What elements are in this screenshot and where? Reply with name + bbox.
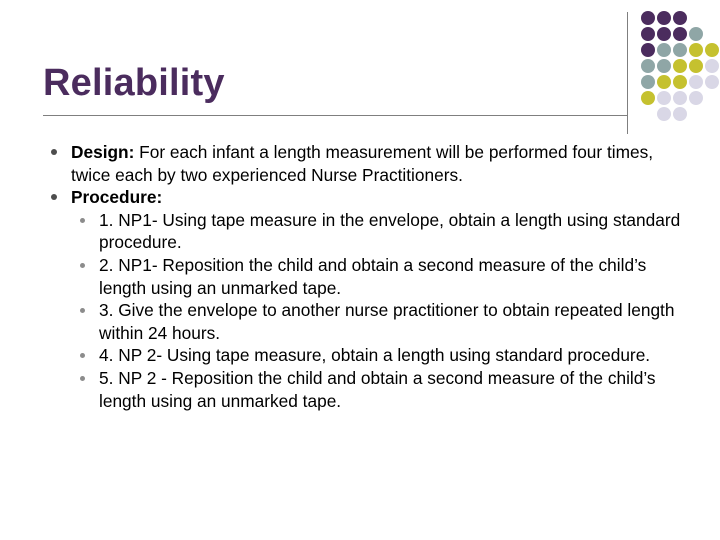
dot xyxy=(641,43,655,57)
dot xyxy=(657,75,671,89)
dot xyxy=(689,27,703,41)
dot xyxy=(689,75,703,89)
procedure-step xyxy=(49,344,689,367)
dot xyxy=(657,27,671,41)
procedure-step-text: 1. NP1- Using tape measure in the envelope, obtain a length using standard procedure. xyxy=(99,209,681,253)
dot xyxy=(641,75,655,89)
dot xyxy=(673,43,687,57)
dot xyxy=(657,107,671,121)
procedure-step-text: 5. NP 2 - Reposition the child and obtain a second measure of the child’s length using an unmarked tape. xyxy=(99,367,656,411)
sub-bullet-dot xyxy=(80,263,85,268)
title-underline xyxy=(43,115,628,116)
procedure-step xyxy=(49,299,689,344)
dot xyxy=(705,59,719,73)
dot xyxy=(689,43,703,57)
dot xyxy=(673,107,687,121)
dot xyxy=(657,11,671,25)
dot xyxy=(673,75,687,89)
dot xyxy=(689,59,703,73)
sub-bullet-dot xyxy=(80,308,85,313)
procedure-step-text: 3. Give the envelope to another nurse practitioner to obtain repeated length within 24 hours. xyxy=(99,300,675,343)
procedure-step-text: 2. NP1- Reposition the child and obtain a second measure of the child’s length using an unmarked tape. xyxy=(99,254,647,298)
bullet-label: Procedure: xyxy=(71,187,163,208)
dot xyxy=(705,43,719,57)
dot xyxy=(657,59,671,73)
dot xyxy=(673,59,687,73)
procedure-step-text: 4. NP 2- Using tape measure, obtain a length using standard procedure. xyxy=(99,345,651,366)
dot xyxy=(705,75,719,89)
dot xyxy=(689,91,703,105)
bullet-text: For each infant a length measurement will be performed four times, twice each by two experienced Nurse Practitioners. xyxy=(71,142,654,185)
dot xyxy=(673,91,687,105)
bullet-dot xyxy=(51,194,57,200)
sub-bullet-dot xyxy=(80,376,85,381)
bullet-procedure xyxy=(49,186,689,209)
procedure-step xyxy=(49,254,689,299)
slide-title: Reliability xyxy=(43,62,225,104)
bullet-label: Design: xyxy=(71,142,135,162)
dot xyxy=(673,27,687,41)
procedure-step xyxy=(49,209,689,254)
bullet-dot xyxy=(51,149,57,155)
bullet-design xyxy=(49,141,689,186)
sub-bullet-dot xyxy=(80,218,85,223)
dot xyxy=(657,91,671,105)
procedure-step xyxy=(49,367,689,412)
dot xyxy=(641,59,655,73)
slide-body xyxy=(49,141,689,412)
dot xyxy=(641,91,655,105)
dot xyxy=(657,43,671,57)
sub-bullet-dot xyxy=(80,353,85,358)
dot xyxy=(641,11,655,25)
dot xyxy=(673,11,687,25)
dot xyxy=(641,27,655,41)
